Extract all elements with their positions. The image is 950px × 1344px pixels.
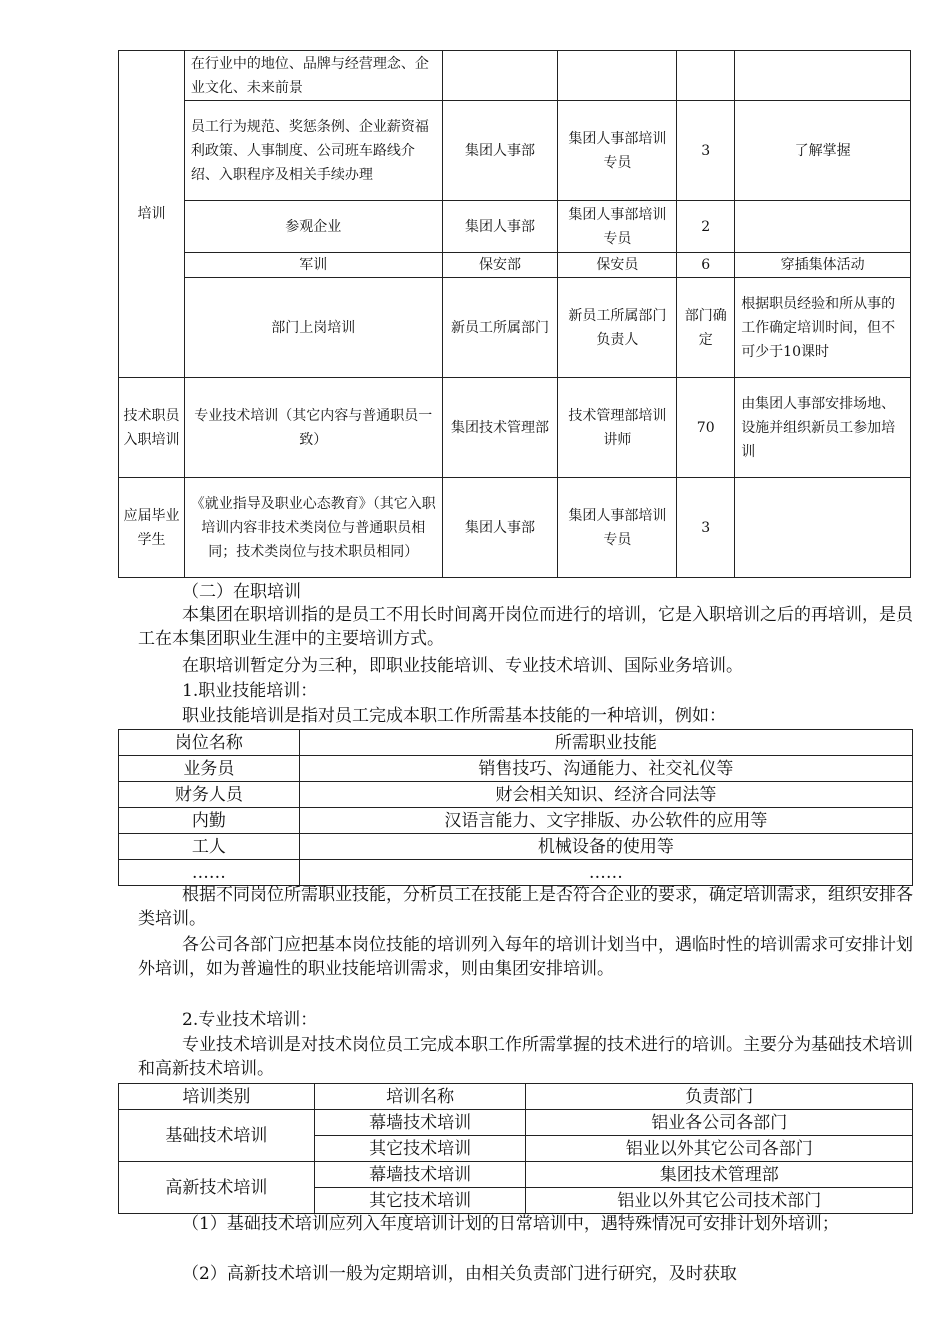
content-cell: 专业技术培训（其它内容与普通职员一致） [184, 378, 442, 478]
paragraph: 根据不同岗位所需职业技能，分析员工在技能上是否符合企业的要求，确定培训需求，组织安排各类培训。 [138, 885, 913, 929]
header-cell: 所需职业技能 [299, 730, 912, 756]
training-name-cell: 幕墙技术培训 [314, 1110, 526, 1136]
dept-cell: 集团技术管理部 [442, 378, 558, 478]
group-cell: 应届毕业学生 [119, 478, 185, 578]
training-name-cell: 其它技术培训 [314, 1136, 526, 1162]
skill-cell: 机械设备的使用等 [299, 834, 912, 860]
position-cell: 内勤 [119, 808, 300, 834]
position-cell: 业务员 [119, 756, 300, 782]
note-cell [735, 201, 911, 253]
paragraph: （2）高新技术培训一般为定期培训，由相关负责部门进行研究，及时获取 [182, 1264, 737, 1284]
paragraph: 专业技术培训是对技术岗位员工完成本职工作所需掌握的技术进行的培训。主要分为基础技术培训和高新技术培训。 [138, 1035, 913, 1079]
hours-cell: 2 [677, 201, 735, 253]
skill-cell: 财会相关知识、经济合同法等 [299, 782, 912, 808]
note-cell: 了解掌握 [735, 101, 911, 201]
technical-training-table [118, 1083, 913, 1214]
group-cell: 技术职员入职培训 [119, 378, 185, 478]
category-cell: 高新技术培训 [119, 1162, 315, 1214]
header-cell: 培训名称 [314, 1084, 526, 1110]
category-cell: 基础技术培训 [119, 1110, 315, 1162]
content-cell: 《就业指导及职业心态教育》（其它入职培训内容非技术类岗位与普通职员相同；技术类岗位与技术职员相同） [184, 478, 442, 578]
skill-cell: …… [299, 860, 912, 886]
content-cell: 参观企业 [184, 201, 442, 253]
subsection-heading: 1.职业技能培训： [182, 681, 318, 701]
note-cell [735, 51, 911, 101]
paragraph: （1）基础技术培训应列入年度培训计划的日常培训中，遇特殊情况可安排计划外培训； [182, 1214, 839, 1234]
subsection-heading: 2.专业技术培训： [182, 1010, 318, 1030]
hours-cell: 3 [677, 478, 735, 578]
position-cell: …… [119, 860, 300, 886]
group-cell: 培训 [119, 51, 185, 378]
person-cell: 新员工所属部门负责人 [558, 278, 677, 378]
note-cell [735, 478, 911, 578]
header-cell: 负责部门 [526, 1084, 913, 1110]
skill-cell: 汉语言能力、文字排版、办公软件的应用等 [299, 808, 912, 834]
content-cell: 在行业中的地位、品牌与经营理念、企业文化、未来前景 [184, 51, 442, 101]
header-cell: 岗位名称 [119, 730, 300, 756]
content-cell: 部门上岗培训 [184, 278, 442, 378]
hours-cell [677, 51, 735, 101]
dept-cell: 铝业以外其它公司各部门 [526, 1136, 913, 1162]
header-cell: 培训类别 [119, 1084, 315, 1110]
hours-cell: 部门确定 [677, 278, 735, 378]
dept-cell: 铝业各公司各部门 [526, 1110, 913, 1136]
position-cell: 工人 [119, 834, 300, 860]
note-cell: 根据职员经验和所从事的工作确定培训时间，但不可少于10课时 [735, 278, 911, 378]
training-name-cell: 幕墙技术培训 [314, 1162, 526, 1188]
dept-cell: 集团人事部 [442, 101, 558, 201]
paragraph: 在职培训暂定分为三种，即职业技能培训、专业技术培训、国际业务培训。 [182, 656, 743, 676]
job-skill-table [118, 729, 913, 886]
section-heading: （二）在职培训 [182, 582, 301, 602]
paragraph: 各公司各部门应把基本岗位技能的培训列入每年的培训计划当中，遇临时性的培训需求可安排计划外培训，如为普遍性的职业技能培训需求，则由集团安排培训。 [138, 935, 913, 979]
person-cell [558, 51, 677, 101]
dept-cell [442, 51, 558, 101]
hours-cell: 6 [677, 253, 735, 278]
person-cell: 保安员 [558, 253, 677, 278]
paragraph: 职业技能培训是指对员工完成本职工作所需基本技能的一种培训，例如： [182, 706, 726, 726]
hours-cell: 3 [677, 101, 735, 201]
dept-cell: 集团人事部 [442, 201, 558, 253]
dept-cell: 保安部 [442, 253, 558, 278]
dept-cell: 集团人事部 [442, 478, 558, 578]
position-cell: 财务人员 [119, 782, 300, 808]
hours-cell: 70 [677, 378, 735, 478]
person-cell: 集团人事部培训专员 [558, 478, 677, 578]
person-cell: 集团人事部培训专员 [558, 201, 677, 253]
dept-cell: 集团技术管理部 [526, 1162, 913, 1188]
content-cell: 军训 [184, 253, 442, 278]
person-cell: 集团人事部培训专员 [558, 101, 677, 201]
dept-cell: 新员工所属部门 [442, 278, 558, 378]
person-cell: 技术管理部培训讲师 [558, 378, 677, 478]
note-cell: 由集团人事部安排场地、设施并组织新员工参加培训 [735, 378, 911, 478]
training-name-cell: 其它技术培训 [314, 1188, 526, 1214]
note-cell: 穿插集体活动 [735, 253, 911, 278]
dept-cell: 铝业以外其它公司技术部门 [526, 1188, 913, 1214]
content-cell: 员工行为规范、奖惩条例、企业薪资福利政策、人事制度、公司班车路线介绍、入职程序及相关手续办理 [184, 101, 442, 201]
paragraph: 本集团在职培训指的是员工不用长时间离开岗位而进行的培训，它是入职培训之后的再培训，是员工在本集团职业生涯中的主要培训方式。 [138, 605, 913, 649]
new-employee-training-table [118, 50, 911, 578]
skill-cell: 销售技巧、沟通能力、社交礼仪等 [299, 756, 912, 782]
